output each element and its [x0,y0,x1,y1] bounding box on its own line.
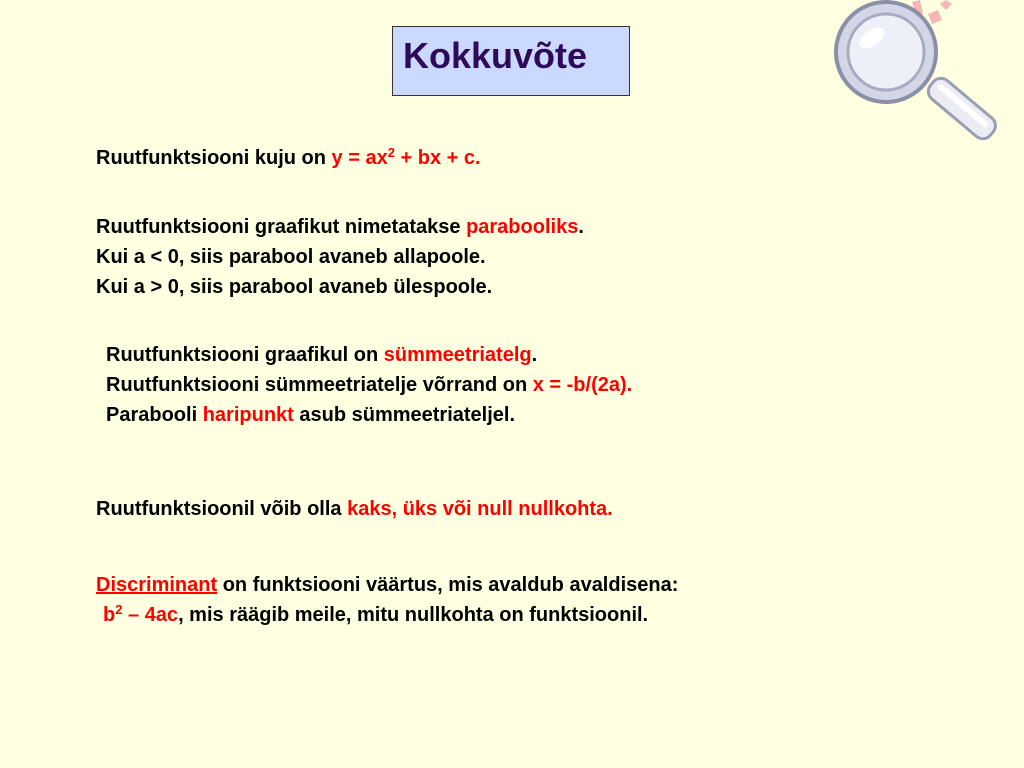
magnifying-glass-icon [828,0,1024,150]
parabola-line-1 [96,212,584,242]
function-form-line [96,143,481,173]
discriminant-text: on funktsiooni väärtus, mis avaldub avaldisena: [217,574,679,596]
paragraph-parabola [96,212,584,302]
parabola-period: . [578,216,584,238]
symmetry-equation: x = -b/(2a). [532,374,633,396]
discriminant-exponent: 2 [115,602,123,617]
paragraph-function-form [96,143,481,173]
parabola-line-2: Kui a < 0, siis parabool avaneb allapoole. [96,246,486,268]
title-box [392,26,630,96]
parabola-text: Ruutfunktsiooni graafikut nimetatakse [96,216,467,238]
function-form-text: Ruutfunktsiooni kuju on [96,147,332,169]
discriminant-line-1 [96,570,678,600]
symmetry-text: Ruutfunktsiooni graafikul on [106,344,384,366]
paragraph-roots [96,494,613,524]
symmetry-period: . [531,344,538,366]
roots-text: Ruutfunktsioonil võib olla [96,498,348,520]
formula-part-a: y = ax [331,147,388,169]
parabola-line-3: Kui a > 0, siis parabool avaneb ülespoole. [96,276,493,298]
discriminant-line-2 [96,600,678,630]
paragraph-discriminant [96,570,678,630]
symmetry-line-2 [106,370,632,400]
formula-exponent: 2 [387,145,395,160]
vertex-text-post: asub sümmeetriateljel. [293,404,516,426]
discriminant-formula-rest: – 4ac [122,604,179,626]
vertex-term: haripunkt [202,404,294,426]
formula-part-b: + bx + c. [394,147,481,169]
symmetry-line-3 [106,400,632,430]
page-title: Kokkuvõte [403,35,588,76]
roots-line [96,494,613,524]
discriminant-formula-b: b [103,604,116,626]
parabola-term: parabooliks [466,216,579,238]
symmetry-term: sümmeetriatelg [383,344,532,366]
roots-count: kaks, üks või null nullkohta. [347,498,613,520]
vertex-text: Parabooli [106,404,203,426]
discriminant-term: Discriminant [96,574,218,596]
paragraph-symmetry [106,340,632,430]
symmetry-equation-text: Ruutfunktsiooni sümmeetriatelje võrrand on [106,374,533,396]
discriminant-explanation: , mis räägib meile, mitu nullkohta on funktsioonil. [178,604,649,626]
symmetry-line-1 [106,340,632,370]
